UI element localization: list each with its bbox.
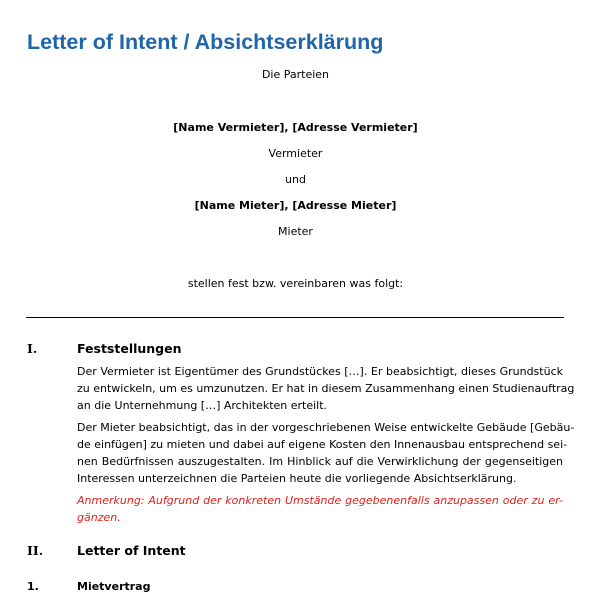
paragraph-line: zu entwickeln, um es umzunutzen. Er hat in diesem Zusammenhang einen Studienauftrag — [77, 382, 575, 395]
parties-intro: Die Parteien — [261, 68, 330, 81]
paragraph-owner — [77, 363, 575, 414]
paragraph-line: an die Unternehmung […] Architekten erteilt. — [77, 399, 328, 412]
statement-line: stellen fest bzw. vereinbaren was folgt: — [187, 277, 404, 290]
tenant-placeholder: [Name Mieter], [Adresse Mieter] — [194, 199, 397, 212]
landlord-placeholder: [Name Vermieter], [Adresse Vermieter] — [173, 121, 418, 134]
section-number: II. — [27, 543, 44, 558]
section-heading: Letter of Intent — [77, 543, 186, 558]
section-number: I. — [27, 341, 38, 356]
paragraph-line: nen Bedürfnissen auszugestalten. Im Hinblick auf die Verwirklichung der gegenseitigen — [77, 455, 563, 468]
paragraph-tenant — [77, 419, 575, 487]
paragraph-line: Interessen unterzeichnen die Parteien heute die vorliegende Absichtserklärung. — [77, 472, 517, 485]
subsection-heading: Mietvertrag — [77, 580, 151, 593]
paragraph-line: Der Mieter beabsichtigt, das in der vorgeschriebenen Weise entwickelte Gebäude [Gebäu- — [77, 421, 575, 434]
section-divider — [26, 317, 564, 318]
and-connector: und — [285, 173, 306, 186]
paragraph-line: de einfügen] zu mieten und dabei auf eigene Kosten den Innenausbau entsprechend sei- — [77, 438, 568, 451]
paragraph-line: Der Vermieter ist Eigentümer des Grundstückes […]. Er beabsichtigt, dieses Grundstück — [77, 365, 563, 378]
section-heading: Feststellungen — [77, 341, 182, 356]
subsection-number: 1. — [27, 580, 39, 593]
note-line: Anmerkung: Aufgrund der konkreten Umstände gegebenenfalls anzupassen oder zu er- — [77, 494, 563, 507]
note-line: gänzen. — [77, 511, 121, 524]
document-title: Letter of Intent / Absichtserklärung — [27, 30, 384, 54]
editor-note — [77, 492, 563, 526]
landlord-role: Vermieter — [268, 147, 323, 160]
tenant-role: Mieter — [278, 225, 313, 238]
